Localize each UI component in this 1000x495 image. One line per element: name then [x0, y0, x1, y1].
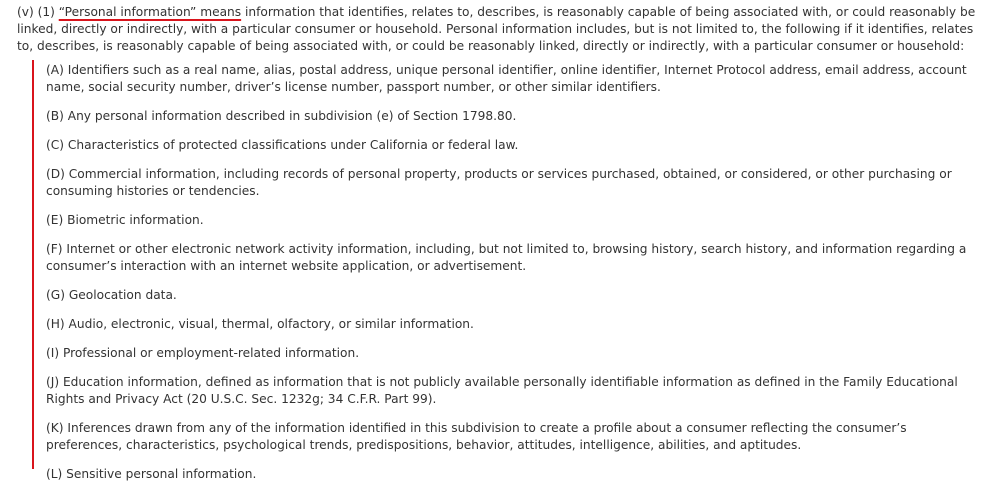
list-item-f: (F) Internet or other electronic network activity information, including, but not limited to, browsing history, search history, and information regarding a consumer’s interaction with an internet website application, or advertisement.	[46, 242, 967, 273]
list-item-b: (B) Any personal information described in subdivision (e) of Section 1798.80.	[46, 109, 517, 123]
definition-text: information that identifies, relates to, describes, is reasonably capable of being associated with, or could reasonably be linked, directly or indirectly, with a particular consumer or household. Personal information includes, but is not limited to, the following if it identifies, relates to, describes, is reasonably capable of being associated with, or could be reasonably linked, directly or indirectly, with a particular consumer or household:	[17, 5, 976, 53]
list-item-j: (J) Education information, defined as information that is not publicly available personally identifiable information as defined in the Family Educational Rights and Privacy Act (20 U.S.C. Sec. 1232g; 34 C.F.R. Part 99).	[46, 375, 958, 406]
definition-list	[46, 62, 986, 495]
list-item-h: (H) Audio, electronic, visual, thermal, olfactory, or similar information.	[46, 317, 474, 331]
list-item-d: (D) Commercial information, including records of personal property, products or services purchased, obtained, or considered, or other purchasing or consuming histories or tendencies.	[46, 167, 952, 198]
definition-paragraph	[17, 4, 977, 55]
highlight-bar	[32, 60, 34, 469]
list-item-e: (E) Biometric information.	[46, 213, 204, 227]
section-number: (v) (1)	[17, 5, 59, 19]
list-item-a: (A) Identifiers such as a real name, alias, postal address, unique personal identifier, online identifier, Internet Protocol address, email address, account name, social security number, driver’s license number, passport number, or other similar identifiers.	[46, 63, 967, 94]
list-item-i: (I) Professional or employment-related information.	[46, 346, 360, 360]
list-item-k: (K) Inferences drawn from any of the information identified in this subdivision to create a profile about a consumer reflecting the consumer’s preferences, characteristics, psychological trends, predispositions, behavior, attitudes, intelligence, abilities, and aptitudes.	[46, 421, 907, 452]
list-item-g: (G) Geolocation data.	[46, 288, 177, 302]
list-item-l: (L) Sensitive personal information.	[46, 467, 257, 481]
list-item-c: (C) Characteristics of protected classifications under California or federal law.	[46, 138, 519, 152]
defined-term: “Personal information” means	[58, 5, 242, 19]
